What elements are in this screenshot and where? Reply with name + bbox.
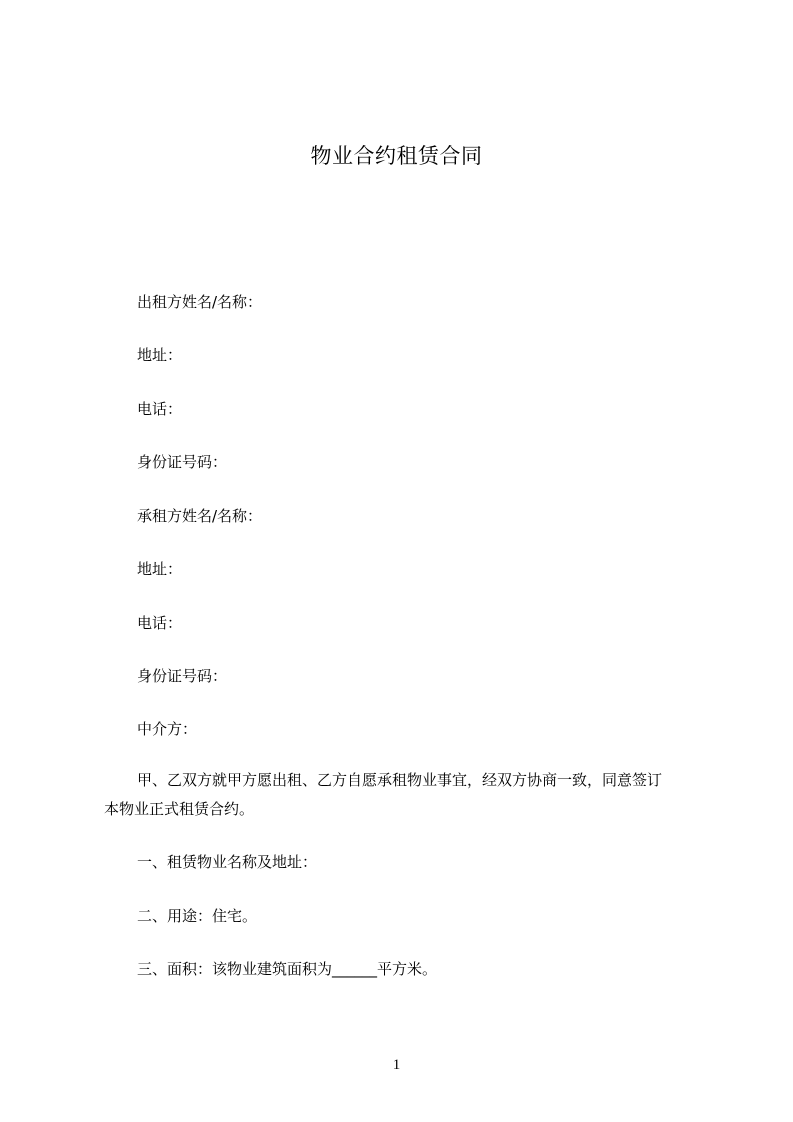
clause-1: 一、租赁物业名称及地址： — [137, 853, 318, 871]
lessor-id-label: 身份证号码： — [137, 453, 228, 471]
document-title: 物业合约租赁合同 — [310, 144, 483, 168]
clause-2: 二、用途：住宅。 — [137, 907, 258, 925]
lessor-phone-label: 电话： — [137, 400, 183, 418]
clause-3: 三、面积：该物业建筑面积为______平方米。 — [137, 960, 438, 978]
lessor-address-label: 地址： — [137, 346, 183, 364]
lessee-address-label: 地址： — [137, 560, 183, 578]
lessee-name-label: 承租方姓名/名称： — [137, 507, 263, 525]
intro-paragraph — [104, 766, 710, 824]
lessee-id-label: 身份证号码： — [137, 667, 228, 685]
lessor-name-label: 出租方姓名/名称： — [137, 293, 263, 311]
intro-line-2: 本物业正式租赁合约。 — [104, 800, 255, 818]
agent-label: 中介方： — [137, 720, 198, 738]
intro-line-1: 甲、乙双方就甲方愿出租、乙方自愿承租物业事宜，经双方协商一致，同意签订 — [137, 771, 663, 789]
page-number: 1 — [392, 1057, 401, 1073]
lessee-phone-label: 电话： — [137, 614, 183, 632]
